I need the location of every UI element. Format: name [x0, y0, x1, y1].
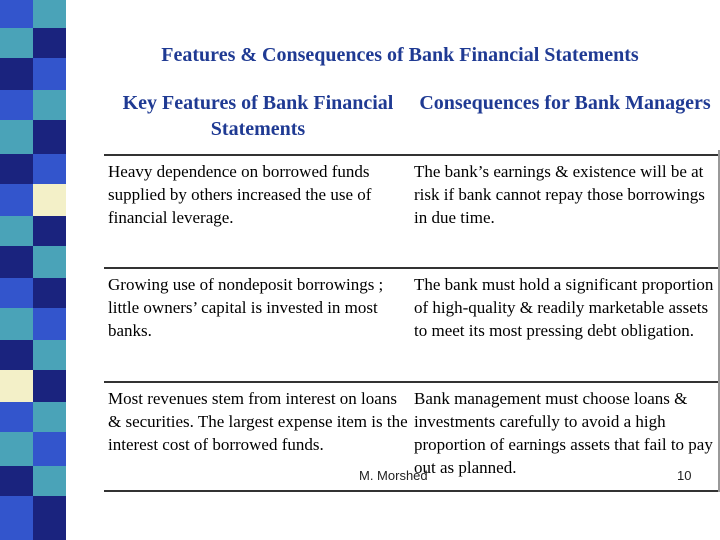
slide-title: Features & Consequences of Bank Financial Statements — [161, 44, 639, 66]
consequence-cell: The bank must hold a significant proportion of high-quality & readily marketable assets to meet its most pressing debt obligation. — [414, 275, 714, 340]
consequence-cell: Bank management must choose loans & investments carefully to avoid a high proportion of earnings assets that fail to pay out as planned. — [414, 389, 713, 477]
table-row — [104, 154, 718, 269]
feature-cell: Heavy dependence on borrowed funds supplied by others increased the use of financial leverage. — [108, 162, 372, 227]
page-number: 10 — [677, 468, 692, 483]
feature-cell: Growing use of nondeposit borrowings ; little owners’ capital is invested in most banks. — [108, 275, 384, 340]
consequences-column-header: Consequences for Bank Managers — [419, 92, 711, 114]
decorative-sidebar — [0, 0, 66, 540]
feature-cell: Most revenues stem from interest on loans & securities. The largest expense item is the interest cost of borrowed funds. — [108, 389, 408, 454]
footer-author: M. Morshed — [359, 468, 428, 483]
consequence-cell: The bank’s earnings & existence will be at risk if bank cannot repay those borrowings in due time. — [414, 162, 705, 227]
table-row — [104, 267, 718, 383]
features-column-header: Key Features of Bank Financial Statements — [122, 92, 394, 140]
